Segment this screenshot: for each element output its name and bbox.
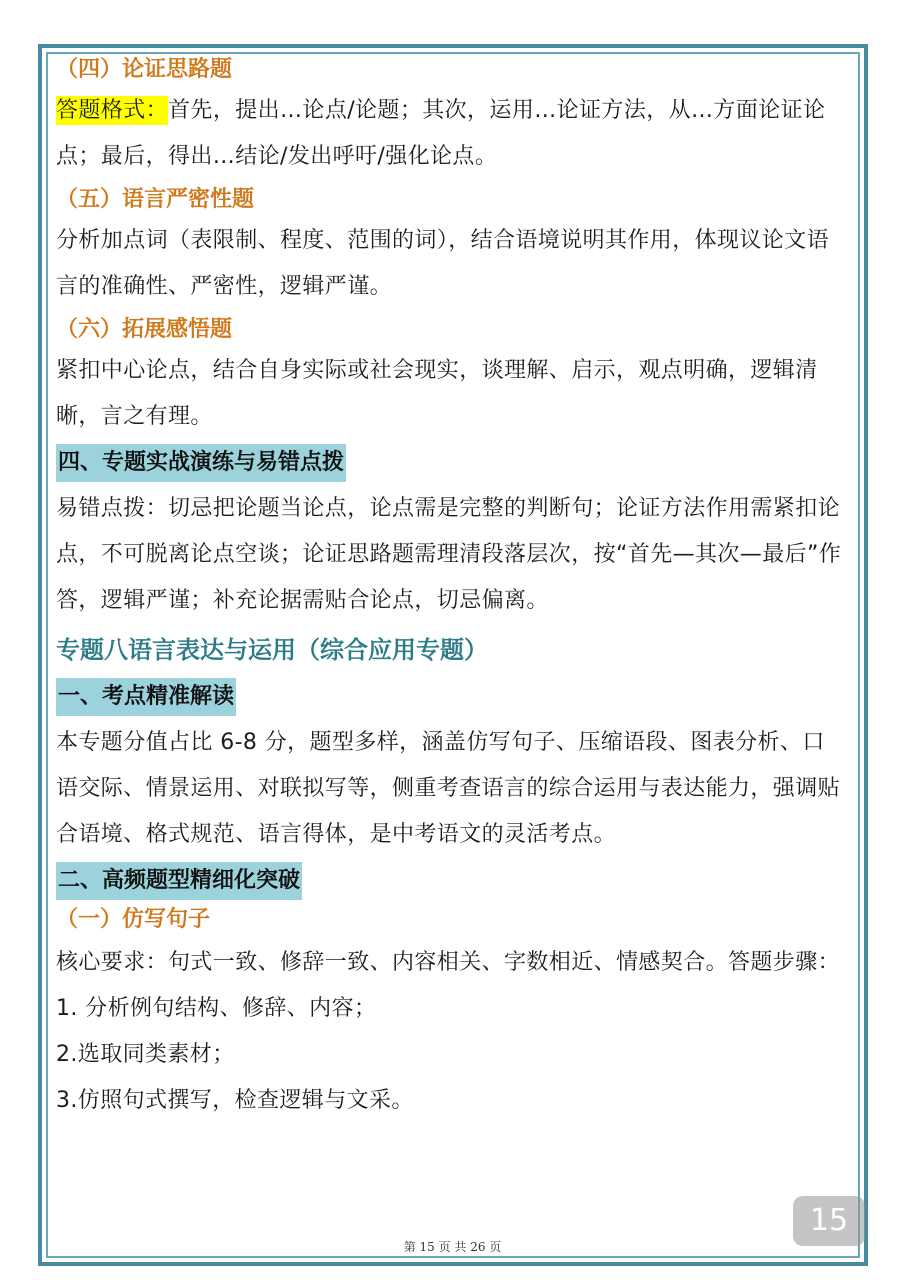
sub1-text: 核心要求：句式一致、修辞一致、内容相关、字数相近、情感契合。答题步骤： — [56, 950, 841, 975]
step-1: 1. 分析例句结构、修辞、内容； — [56, 996, 377, 1021]
page-number-badge: 15 — [793, 1196, 865, 1246]
part5-heading: （五）语言严密性题 — [56, 187, 255, 212]
part4-paragraph — [56, 88, 846, 180]
sec1-text: 本专题分值占比 6-8 分，题型多样，涵盖仿写句子、压缩语段、图表分析、口语交际、情景运用、对联拟写等，侧重考查语言的综合运用与表达能力，强调贴合语境、格式规范、语言得体，是中考语文的灵活考点。 — [56, 730, 841, 847]
part4-heading: （四）论证思路题 — [56, 57, 233, 82]
part4-text: 首先，提出…论点/论题；其次，运用…论证方法，从…方面论证论点；最后，得出…结论/发出呼吁/强化论点。 — [56, 98, 826, 169]
sub1-heading: （一）仿写句子 — [56, 907, 211, 932]
section4-text: 易错点拨：切忌把论题当论点，论点需是完整的判断句；论证方法作用需紧扣论点，不可脱离论点空谈；论证思路题需理清段落层次，按“首先—其次—最后”作答，逻辑严谨；补充论据需贴合论点，切忌偏离。 — [56, 496, 842, 613]
topic8-title: 专题八语言表达与运用（综合应用专题） — [56, 636, 488, 664]
part5-text: 分析加点词（表限制、程度、范围的词），结合语境说明其作用，体现议论文语言的准确性、严密性，逻辑严谨。 — [56, 228, 830, 299]
page-content — [56, 52, 846, 1124]
part6-text: 紧扣中心论点，结合自身实际或社会现实，谈理解、启示，观点明确，逻辑清晰，言之有理。 — [56, 358, 818, 429]
answer-format-label: 答题格式： — [56, 98, 169, 123]
sec2-heading: 二、高频题型精细化突破 — [56, 862, 302, 900]
step-3: 3.仿照句式撰写，检查逻辑与文采。 — [56, 1088, 414, 1113]
step-2: 2.选取同类素材； — [56, 1042, 235, 1067]
section4-heading: 四、专题实战演练与易错点拨 — [56, 444, 346, 482]
page-footer: 第 15 页 共 26 页 — [403, 1240, 502, 1254]
part6-heading: （六）拓展感悟题 — [56, 317, 233, 342]
sec1-heading: 一、考点精准解读 — [56, 678, 236, 716]
